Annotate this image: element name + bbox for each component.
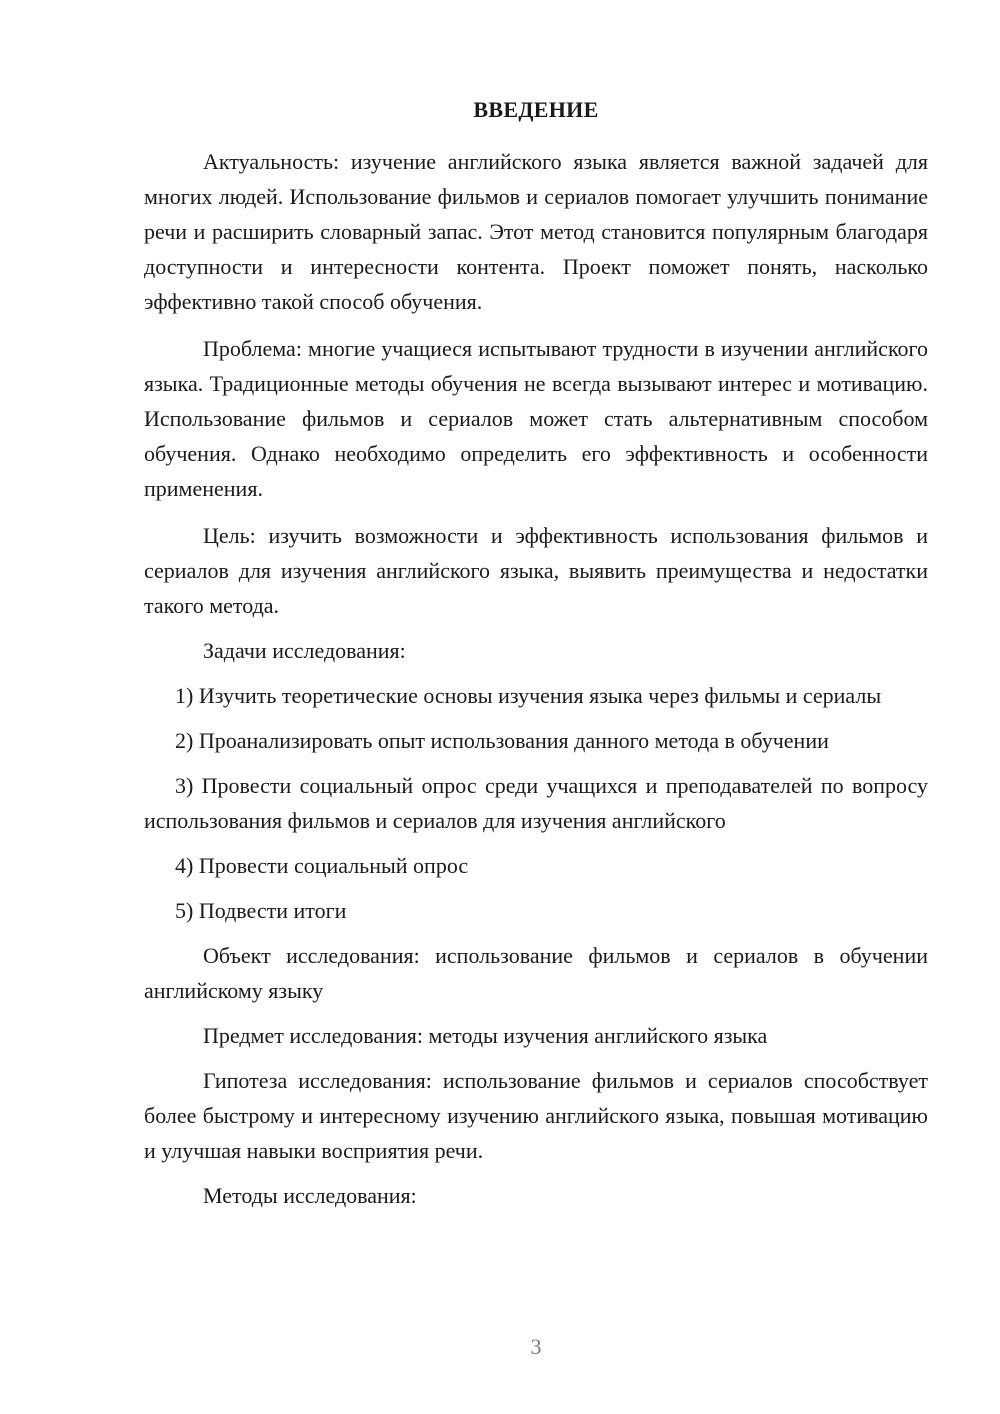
tasks-list [144,678,928,928]
object-paragraph: Объект исследования: использование фильмов и сериалов в обучении английскому языку [144,943,928,1003]
methods-heading: Методы исследования: [203,1183,417,1208]
goal-paragraph: Цель: изучить возможности и эффективность использования фильмов и сериалов для изучения английского языка, выявить преимущества и недостатки такого метода. [144,523,928,618]
list-item: 5) Подвести итоги [175,898,347,923]
tasks-heading: Задачи исследования: [203,638,406,663]
list-item: 3) Провести социальный опрос среди учащихся и преподавателей по вопросу использования фильмов и сериалов для изучения английского [144,773,928,833]
page-number: 3 [530,1334,542,1359]
list-item: 1) Изучить теоретические основы изучения языка через фильмы и сериалы [175,683,882,708]
hypothesis-paragraph: Гипотеза исследования: использование фильмов и сериалов способствует более быстрому и интересному изучению английского языка, повышая мотивацию и улучшая навыки восприятия речи. [144,1068,928,1163]
relevance-paragraph: Актуальность: изучение английского языка является важной задачей для многих людей. Использование фильмов и сериалов помогает улучшить понимание речи и расширить словарный запас. Этот метод становится популярным благодаря доступности и интересности контента. Проект поможет понять, насколько эффективно такой способ обучения. [144,149,928,314]
subject-paragraph: Предмет исследования: методы изучения английского языка [203,1023,768,1048]
list-item: 2) Проанализировать опыт использования данного метода в обучении [175,728,829,753]
document-page [144,96,928,1213]
problem-paragraph: Проблема: многие учащиеся испытывают трудности в изучении английского языка. Традиционные методы обучения не всегда вызывают интерес и мотивацию. Использование фильмов и сериалов может стать альтернативным способом обучения. Однако необходимо определить его эффективность и особенности применения. [144,336,928,501]
list-item: 4) Провести социальный опрос [175,853,469,878]
section-title: ВВЕДЕНИЕ [473,97,599,122]
